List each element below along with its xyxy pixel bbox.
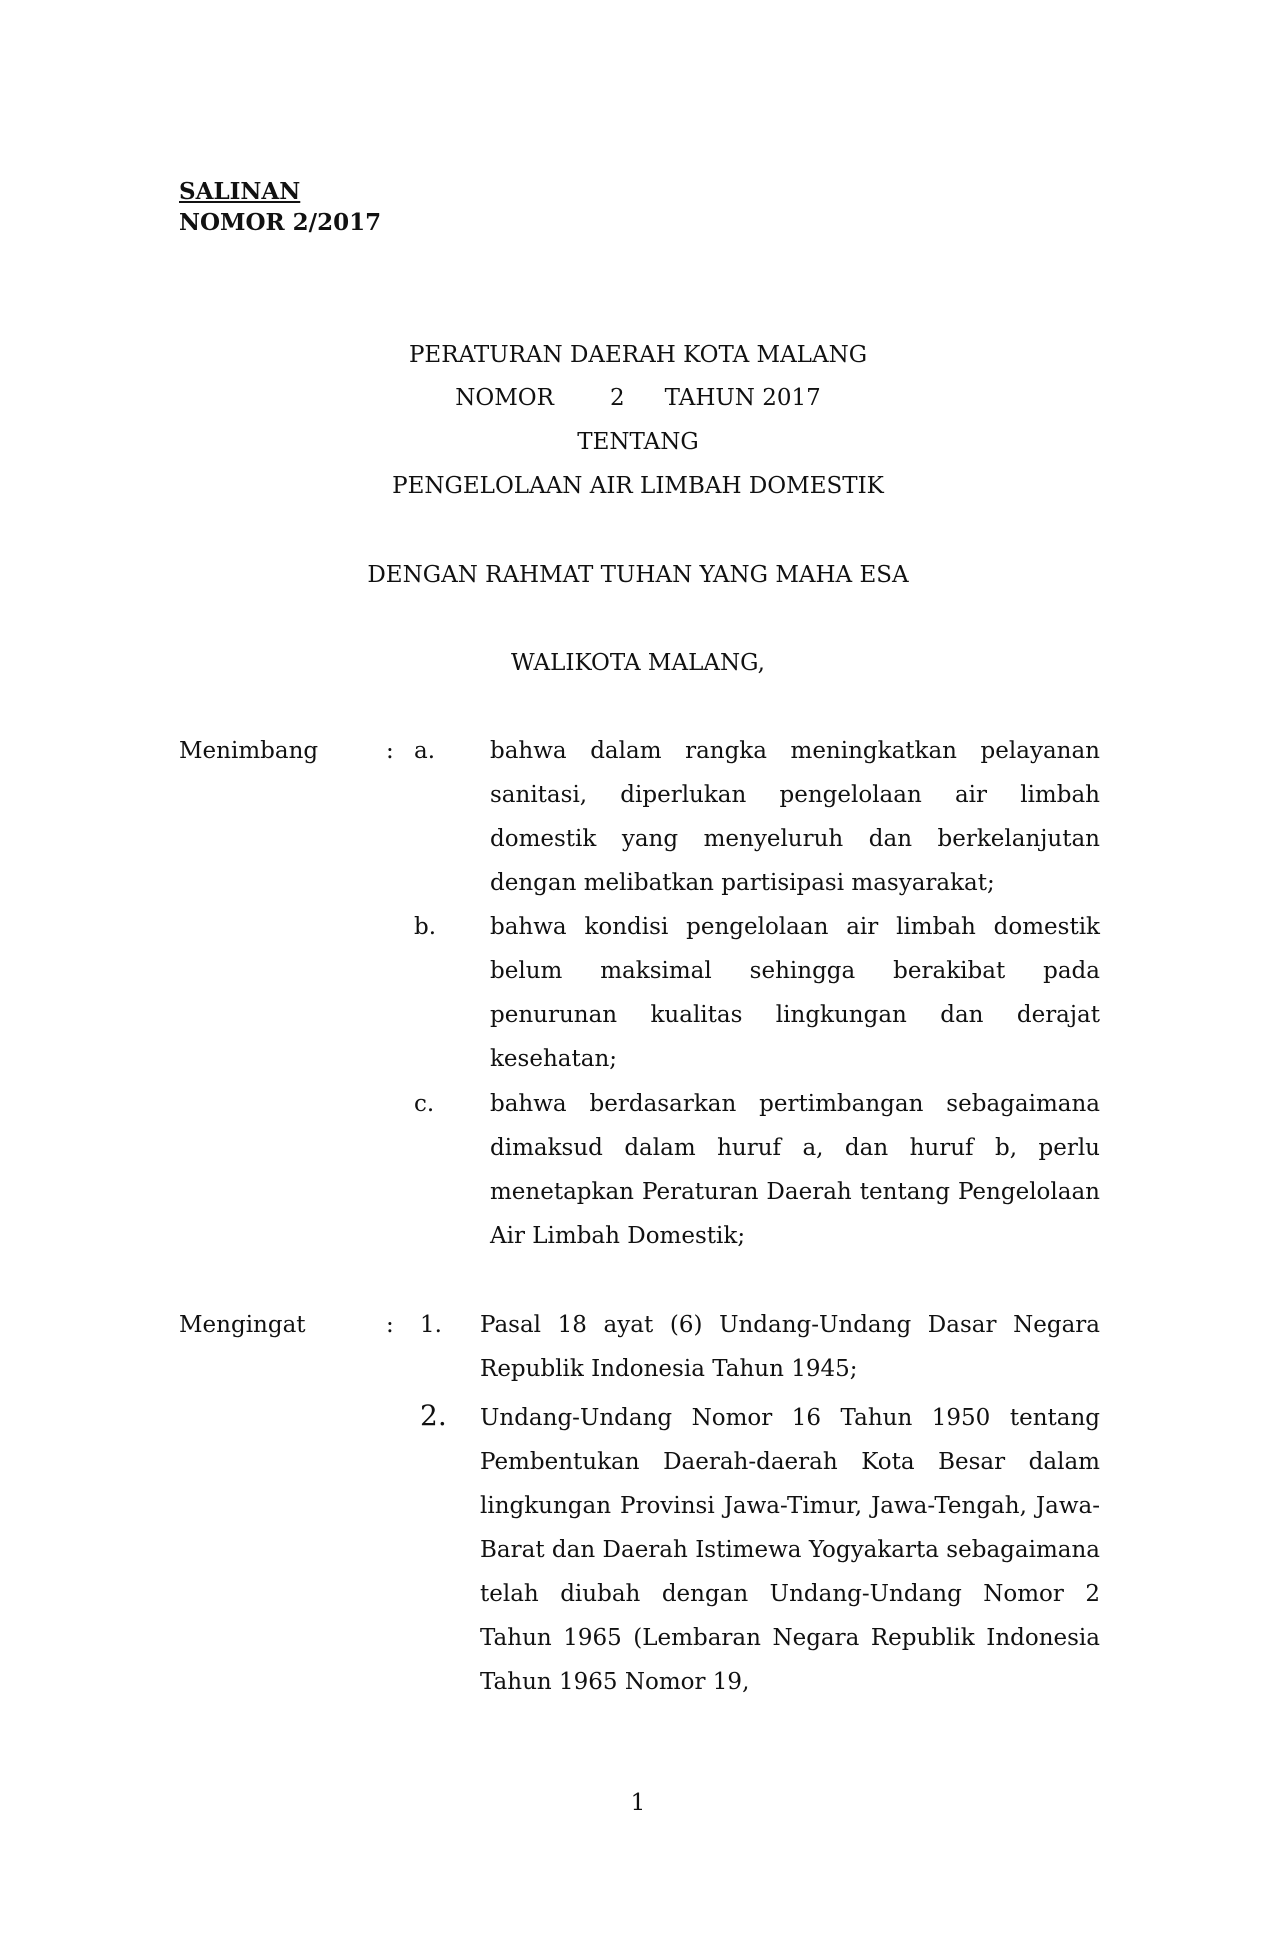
regulation-title: PERATURAN DAERAH KOTA MALANG: [408, 342, 868, 368]
menimbang-label: Menimbang: [179, 738, 319, 764]
regulation-subject: PENGELOLAAN AIR LIMBAH DOMESTIK: [392, 473, 884, 499]
nomor-label: NOMOR: [455, 385, 554, 411]
page-number: 1: [630, 1790, 646, 1816]
mengingat-item-text: Undang-Undang Nomor 16 Tahun 1950 tentang Pembentukan Daerah-daerah Kota Besar dalam lingkungan Provinsi Jawa-Timur, Jawa-Tengah, Jawa-Barat dan Daerah Istimewa Yogyakarta sebagaimana telah diubah dengan Undang-Undang Nomor 2 Tahun 1965 (Lembaran Negara Republik Indonesia Tahun 1965 Nomor 19,: [480, 1405, 1100, 1695]
tahun-label: TAHUN 2017: [664, 385, 821, 411]
menimbang-item-marker: c.: [414, 1091, 435, 1117]
mengingat-item-marker: 2.: [420, 1399, 447, 1432]
walikota-line: WALIKOTA MALANG,: [511, 650, 765, 676]
mengingat-label: Mengingat: [179, 1312, 306, 1338]
rahmat-line: DENGAN RAHMAT TUHAN YANG MAHA ESA: [367, 562, 909, 588]
mengingat-item-marker: 1.: [420, 1312, 442, 1338]
mengingat-colon: :: [386, 1312, 394, 1338]
nomor-value: 2: [609, 385, 625, 411]
menimbang-item-text: bahwa kondisi pengelolaan air limbah domestik belum maksimal sehingga berakibat pada penurunan kualitas lingkungan dan derajat kesehatan;: [490, 914, 1100, 1072]
mengingat-item-text: Pasal 18 ayat (6) Undang-Undang Dasar Negara Republik Indonesia Tahun 1945;: [480, 1312, 1100, 1382]
menimbang-item-text: bahwa dalam rangka meningkatkan pelayanan sanitasi, diperlukan pengelolaan air limbah domestik yang menyeluruh dan berkelanjutan dengan melibatkan partisipasi masyarakat;: [490, 738, 1100, 896]
salinan-label: SALINAN: [179, 178, 301, 205]
menimbang-colon: :: [386, 738, 394, 764]
menimbang-item-text: bahwa berdasarkan pertimbangan sebagaimana dimaksud dalam huruf a, dan huruf b, perlu menetapkan Peraturan Daerah tentang Pengelolaan Air Limbah Domestik;: [490, 1091, 1100, 1249]
document-number: NOMOR 2/2017: [179, 209, 382, 236]
menimbang-item-marker: b.: [414, 914, 437, 940]
menimbang-item-marker: a.: [414, 738, 436, 764]
tentang-label: TENTANG: [577, 429, 699, 455]
regulation-number-line: [0, 384, 1276, 412]
